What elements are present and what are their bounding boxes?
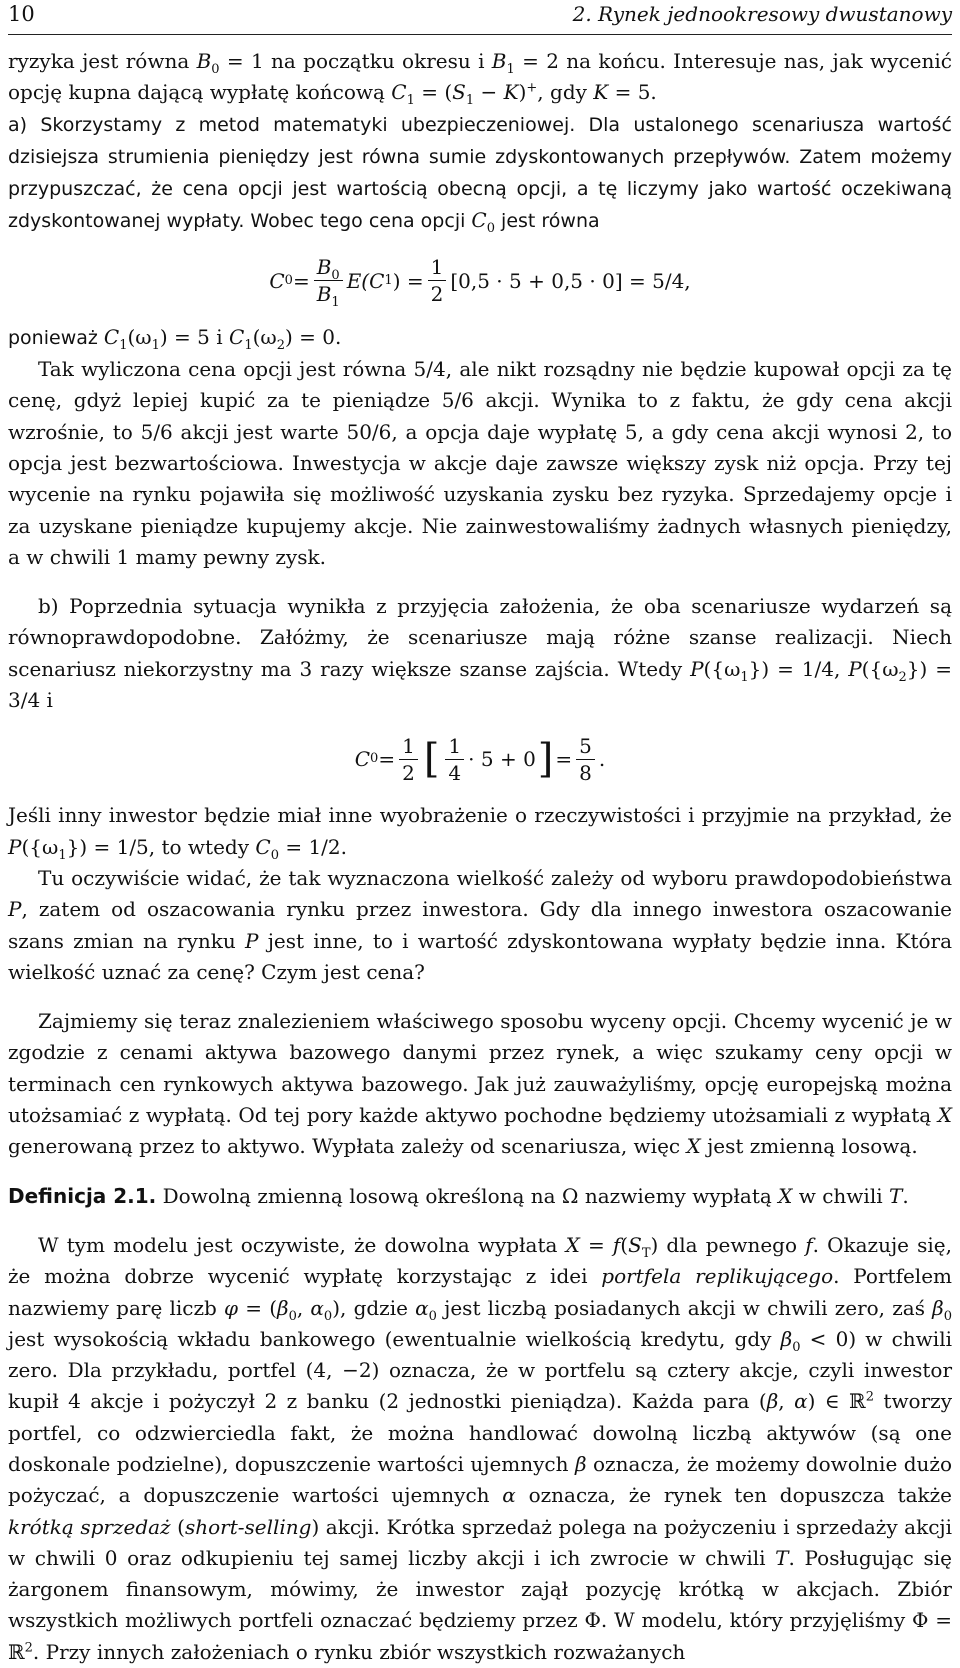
equation-c0-five-eighths: C 0 = $\frac{1}{2}$ [ $\frac{1}{4}$ · 5 + 0 ] = $\frac{5}{8}$ . [354, 733, 606, 785]
paragraph-5: b) Poprzednia sytuacja wynikła z przyjęcia założenia, że oba scenariusze wydarzeń są równoprawdopodobne. Załóżmy, że scenariusze mają różne szanse realizacji. Niech scenariusz niekorzystny ma 3 razy większe szanse zajścia. Wtedy $P(\{\omega_1\}) = 1/4$, $P(\{\omega_2\}) = 3/4$ i [8, 594, 952, 713]
fraction-a: $\frac{1}{2}$ [399, 733, 418, 786]
fraction-one-half: $\frac{1}{2}$ [428, 254, 447, 307]
paragraph-1: ryzyka jest równa $B_0 = 1$ na początku okresu i $B_1 = 2$ na końcu. Interesuje nas, jak wycenić opcję kupna dającą wypłatę końcową $C_1 = (S_1 - K)^+$, gdy K = 5. [8, 49, 952, 109]
paragraph-4: Tak wyliczona cena opcji jest równa 5/4, ale nikt rozsądny nie będzie kupował opcji za tę cenę, gdyż lepiej kupić za te pieniądze 5/6 akcji. Wynika to z faktu, że gdy cena akcji wzrośnie, to 5/6 akcji jest warte 50/6, a opcja daje wypłatę 5, a gdy cena akcji wynosi 2, to opcja jest bezwartościowa. Inwestycja w akcje daje zawsze większy zysk niż opcja. Przy tej wycenie na rynku pojawiła się możliwość uzyskania zysku bez ryzyka. Sprzedajemy opcje i za uzyskane pieniądze kupujemy akcje. Nie zainwestowaliśmy żadnych własnych pieniędzy, a w chwili 1 mamy pewny zysk. [8, 357, 952, 569]
definition-label: Definicja 2.1. [8, 1183, 157, 1208]
page-header [8, 0, 952, 35]
paragraph-6: Jeśli inny inwestor będzie miał inne wyobrażenie o rzeczywistości i przyjmie na przykład, że $P(\{\omega_1\}) = 1/5$, to wtedy $C_0 = 1/2$. [8, 803, 952, 863]
paragraph-7: Tu oczywiście widać, że tak wyznaczona wielkość zależy od wyboru prawdopodobieństwa P, zatem od oszacowania rynku przez inwestora. Gdy dla innego inwestora oszacowanie szans zmian na rynku P jest inne, to i wartość zdyskontowana wypłaty będzie inna. Która wielkość uznać za cenę? Czym jest cena? [8, 865, 953, 984]
definition-2-1: Definicja 2.1. Dowolną zmienną losową określoną na Ω nazwiemy wypłatą X w chwili T. [8, 1183, 909, 1208]
body-text [8, 46, 952, 1668]
fraction-b0-b1: $\frac{B_0}{B_1}$ [314, 254, 343, 307]
equation-c0-expectation: C 0 = $\frac{B_0}{B_1}$ E(C 1 ) = $\frac{1}{2}$ [0,5 · 5 + 0,5 · 0] = 5/4, [269, 255, 691, 311]
paragraph-2: a) Skorzystamy z metod matematyki ubezpieczeniowej. Dla ustalonego scenariusza wartość dzisiejsza strumienia pieniędzy jest równa sumie zdyskontowanych przepływów. Zatem możemy przypuszczać, że cena opcji jest wartością obecną opcji, a tę liczymy jako wartość oczekiwaną zdyskontowanej wypłaty. Wobec tego cena opcji $C_0$ jest równa [8, 113, 952, 237]
fraction-b: $\frac{1}{4}$ [445, 733, 464, 786]
page-number: 10 [8, 2, 35, 26]
fraction-c: $\frac{5}{8}$ [576, 733, 595, 786]
paragraph-9: W tym modelu jest oczywiste, że dowolna wypłata $X = f(S_T)$ dla pewnego f. Okazuje się, że można dobrze wycenić wypłatę korzystając z idei portfela replikującego. Portfelem nazwiemy parę liczb $\varphi = (\beta_0$, $\alpha_0$), gdzie $\alpha_0$ jest liczbą posiadanych akcji w chwili zero, zaś $\beta_0$ jest wysokością wkładu bankowego (ewentualnie wielkością kredytu, gdy $\beta_0 < 0$) w chwili zero. Dla przykładu, portfel (4, −2) oznacza, że w portfelu są cztery akcje, czyli inwestor kupił 4 akcje i pożyczył 2 z banku (2 jednostki pieniądza). Każda para (β, α) ∈ ℝ$^2$ tworzy portfel, co odzwierciedla fakt, że można handlować dowolną liczbą aktywów (są one doskonale podzielne), dopuszczenie wartości ujemnych β oznacza, że możemy dowolnie dużo pożyczać, a dopuszczenie wartości ujemnych α oznacza, że rynek ten dopuszcza także krótką sprzedaż (short-selling) akcji. Krótka sprzedaż polega na pożyczeniu i sprzedaży akcji w chwili 0 oraz odkupieniu tej samej liczby akcji i ich zwrocie w chwili T. Posługując się żargonem finansowym, mówimy, że inwestor zajął pozycję krótką w akcjach. Zbiór wszystkich możliwych portfeli oznaczać będziemy przez Φ. W modelu, który przyjęliśmy Φ = ℝ$^2$. Przy innych założeniach o rynku zbiór wszystkich rozważanych [8, 1232, 952, 1664]
running-title: 2. Rynek jednookresowy dwustanowy [572, 2, 952, 26]
paragraph-3: ponieważ $C_1(\omega_1) = 5$ i $C_1(\omega_2) = 0$. [8, 324, 342, 353]
paragraph-8: Zajmiemy się teraz znalezieniem właściwego sposobu wyceny opcji. Chcemy wycenić je w zgodzie z cenami aktywa bazowego danymi przez rynek, a więc szukamy ceny opcji w terminach cen rynkowych aktywa bazowego. Jak już zauważyliśmy, opcję europejską można utożsamiać z wypłatą. Od tej pory każde aktywo pochodne będziemy utożsamiali z wypłatą X generowaną przez to aktywo. Wypłata zależy od scenariusza, więc X jest zmienną losową. [8, 1009, 952, 1159]
